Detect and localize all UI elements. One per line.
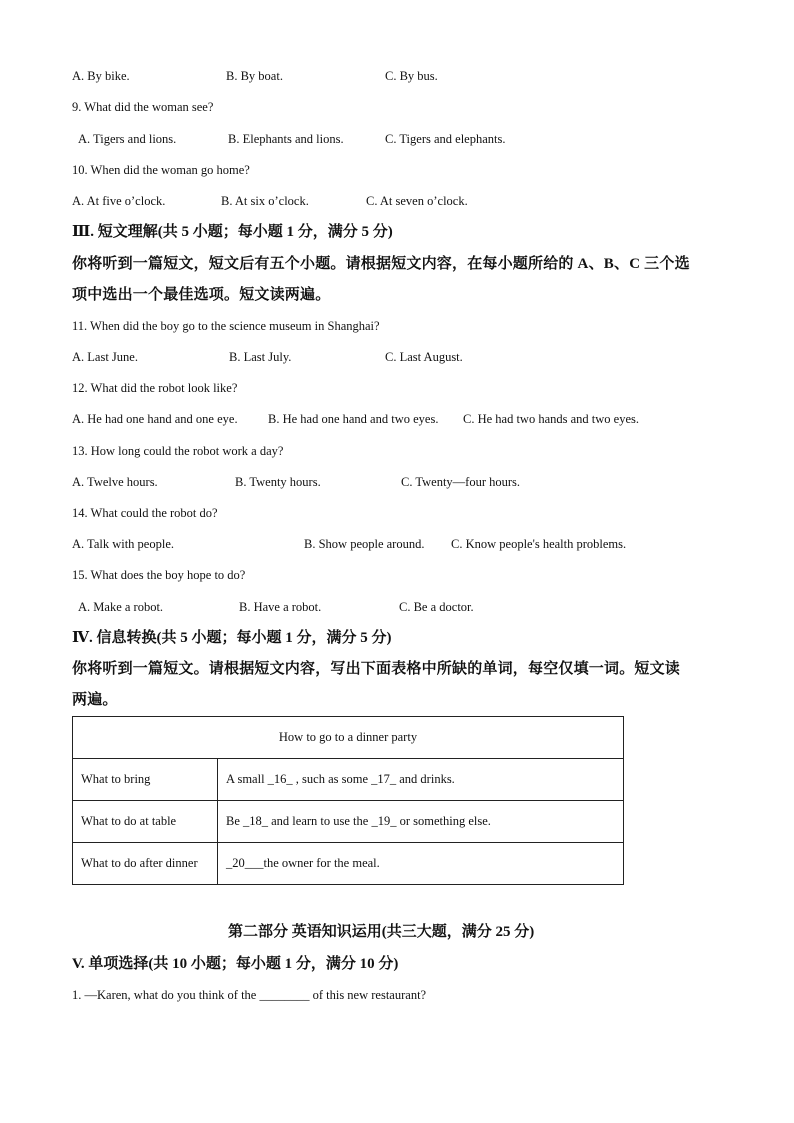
table-row-content: A small _16_ , such as some _17_ and drinks. — [218, 759, 624, 801]
table-row-label: What to do at table — [73, 801, 218, 843]
table-row-label: What to do after dinner — [73, 843, 218, 885]
q9-option-a: A. Tigers and lions. — [78, 132, 177, 146]
q13-option-c: C. Twenty—four hours. — [401, 475, 521, 489]
q11-option-a: A. Last June. — [72, 350, 138, 364]
q12-option-b: B. He had one hand and two eyes. — [268, 412, 439, 426]
q11-option-c: C. Last August. — [385, 350, 463, 364]
q10-question: 10. When did the woman go home? — [72, 163, 250, 177]
table-title: How to go to a dinner party — [73, 717, 624, 759]
q12-question: 12. What did the robot look like? — [72, 381, 238, 395]
q12-option-c: C. He had two hands and two eyes. — [463, 412, 640, 426]
q8-option-c: C. By bus. — [385, 69, 438, 83]
q9-option-c: C. Tigers and elephants. — [385, 132, 506, 146]
section3-instruction-line2: 项中选出一个最佳选项。短文读两遍。 — [72, 287, 331, 303]
q13-option-a: A. Twelve hours. — [72, 475, 158, 489]
q9-option-b: B. Elephants and lions. — [228, 132, 344, 146]
q14-option-c: C. Know people's health problems. — [451, 537, 627, 551]
q13-option-b: B. Twenty hours. — [235, 475, 321, 489]
q9-question: 9. What did the woman see? — [72, 100, 214, 114]
q11-question: 11. When did the boy go to the science museum in Shanghai? — [72, 319, 380, 333]
table-title-row — [73, 717, 624, 759]
table-row — [73, 843, 624, 885]
table-row — [73, 801, 624, 843]
q12-option-a: A. He had one hand and one eye. — [72, 412, 238, 426]
q1-question: 1. —Karen, what do you think of the ________ of this new restaurant? — [72, 988, 427, 1002]
section4-instruction-line1: 你将听到一篇短文。请根据短文内容，写出下面表格中所缺的单词，每空仅填一词。短文读 — [72, 661, 681, 677]
table-row-content: _20___the owner for the meal. — [218, 843, 624, 885]
q15-option-b: B. Have a robot. — [239, 600, 322, 614]
section4-heading: Ⅳ. 信息转换(共 5 小题；每小题 1 分，满分 5 分) — [72, 630, 392, 646]
q14-option-a: A. Talk with people. — [72, 537, 175, 551]
table-row-content: Be _18_ and learn to use the _19_ or something else. — [218, 801, 624, 843]
part2-heading: 第二部分 英语知识运用(共三大题，满分 25 分) — [228, 924, 535, 940]
table-row — [73, 759, 624, 801]
q11-option-b: B. Last July. — [229, 350, 292, 364]
q14-question: 14. What could the robot do? — [72, 506, 218, 520]
section3-heading: Ⅲ. 短文理解(共 5 小题；每小题 1 分，满分 5 分) — [72, 224, 393, 240]
table-row-label: What to bring — [73, 759, 218, 801]
q10-option-a: A. At five o’clock. — [72, 194, 166, 208]
q10-option-c: C. At seven o’clock. — [366, 194, 468, 208]
q15-option-a: A. Make a robot. — [78, 600, 164, 614]
section5-heading: V. 单项选择(共 10 小题；每小题 1 分，满分 10 分) — [72, 956, 399, 972]
q14-option-b: B. Show people around. — [304, 537, 425, 551]
q15-question: 15. What does the boy hope to do? — [72, 568, 246, 582]
q10-option-b: B. At six o’clock. — [221, 194, 309, 208]
info-table — [72, 716, 624, 885]
section4-instruction-line2: 两遍。 — [72, 692, 118, 708]
q8-option-a: A. By bike. — [72, 69, 130, 83]
q8-option-b: B. By boat. — [226, 69, 283, 83]
q13-question: 13. How long could the robot work a day? — [72, 444, 284, 458]
q15-option-c: C. Be a doctor. — [399, 600, 474, 614]
section3-instruction-line1: 你将听到一篇短文，短文后有五个小题。请根据短文内容，在每小题所给的 A、B、C 三个选 — [72, 256, 690, 272]
